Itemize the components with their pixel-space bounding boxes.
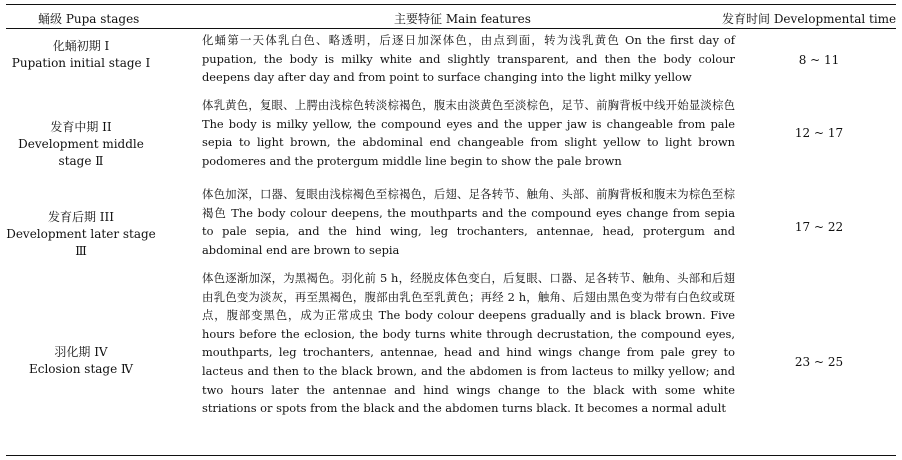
stage-name-en: Eclosion stage Ⅳ	[28, 362, 134, 376]
features-cell: 体色加深，口器、复眼由浅棕褐色至棕褐色，后翅、足各转节、触角、头部、前胸背板和腹末为棕色至棕褐色 The body colour deepens, the mouthparts and the compound eyes change from sepia to pale sepia, and the hind wing, leg trochanters, antennae, head, protergum and abdominal end are brown to sepia	[202, 187, 735, 257]
stage-cell	[6, 344, 156, 378]
stage-name-cn: 羽化期 IV	[54, 345, 108, 359]
time-cell: 8 ~ 11	[798, 53, 840, 67]
stage-cell	[6, 38, 156, 72]
time-cell: 17 ~ 22	[794, 220, 844, 234]
stage-cell	[6, 119, 156, 170]
stage-name-cn: 发育中期 II	[50, 120, 112, 134]
time-cell: 12 ~ 17	[794, 126, 844, 140]
header-rule	[6, 28, 896, 29]
header-stage: 蛹级 Pupa stages	[38, 12, 140, 26]
header-features: 主要特征 Main features	[394, 12, 531, 26]
stage-name-en: Development later stage Ⅲ	[6, 227, 156, 258]
features-cell: 化蛹第一天体乳白色、略透明，后逐日加深体色，由点到面，转为浅乳黄色 On the first day of pupation, the body is milky white and slightly transparent, and then the body colour deepens day after day and from point to surface changing into the light milky yellow	[202, 33, 735, 85]
stage-name-cn: 化蛹初期 I	[52, 39, 110, 53]
bottom-rule	[6, 455, 896, 456]
features-cell: 体乳黄色，复眼、上腭由浅棕色转淡棕褐色，腹末由淡黄色至淡棕色，足节、前胸背板中线开始显淡棕色 The body is milky yellow, the compound eyes and the upper jaw is changeable from pale sepia to light brown, the abdominal end changeable from slight yellow to light brown podomeres and the protergum middle line begin to show the pale brown	[202, 98, 735, 168]
stage-cell	[6, 209, 156, 260]
stage-name-en: Pupation initial stage Ⅰ	[11, 56, 151, 70]
features-cell: 体色逐渐加深，为黑褐色。羽化前 5 h，经脱皮体色变白，后复眼、口器、足各转节、触角、头部和后翅由乳色变为淡灰，再至黑褐色，腹部由乳色至乳黄色；再经 2 h，触角、后翅由黑色变为带有白色纹或斑点，腹部变黑色，成为正常成虫 The body colour deepens gradually and is black brown. Five hours before the eclosion, the body turns white through decrustation, the compound eyes, mouthparts, leg trochanters, antennae, head and hind wings change from pale grey to lacteus and then to the black brown, and the abdomen is from lacteus to milky yellow; and two hours later the antennae and hind wings change to the black with some white striations or spots from the black and the abdomen turns black. It becomes a normal adult	[202, 271, 735, 416]
top-rule	[6, 4, 896, 5]
header-time: 发育时间 Developmental time	[722, 12, 897, 26]
time-cell: 23 ~ 25	[794, 355, 844, 369]
stage-name-en: Development middle stage Ⅱ	[18, 137, 144, 168]
stage-name-cn: 发育后期 III	[47, 210, 115, 224]
